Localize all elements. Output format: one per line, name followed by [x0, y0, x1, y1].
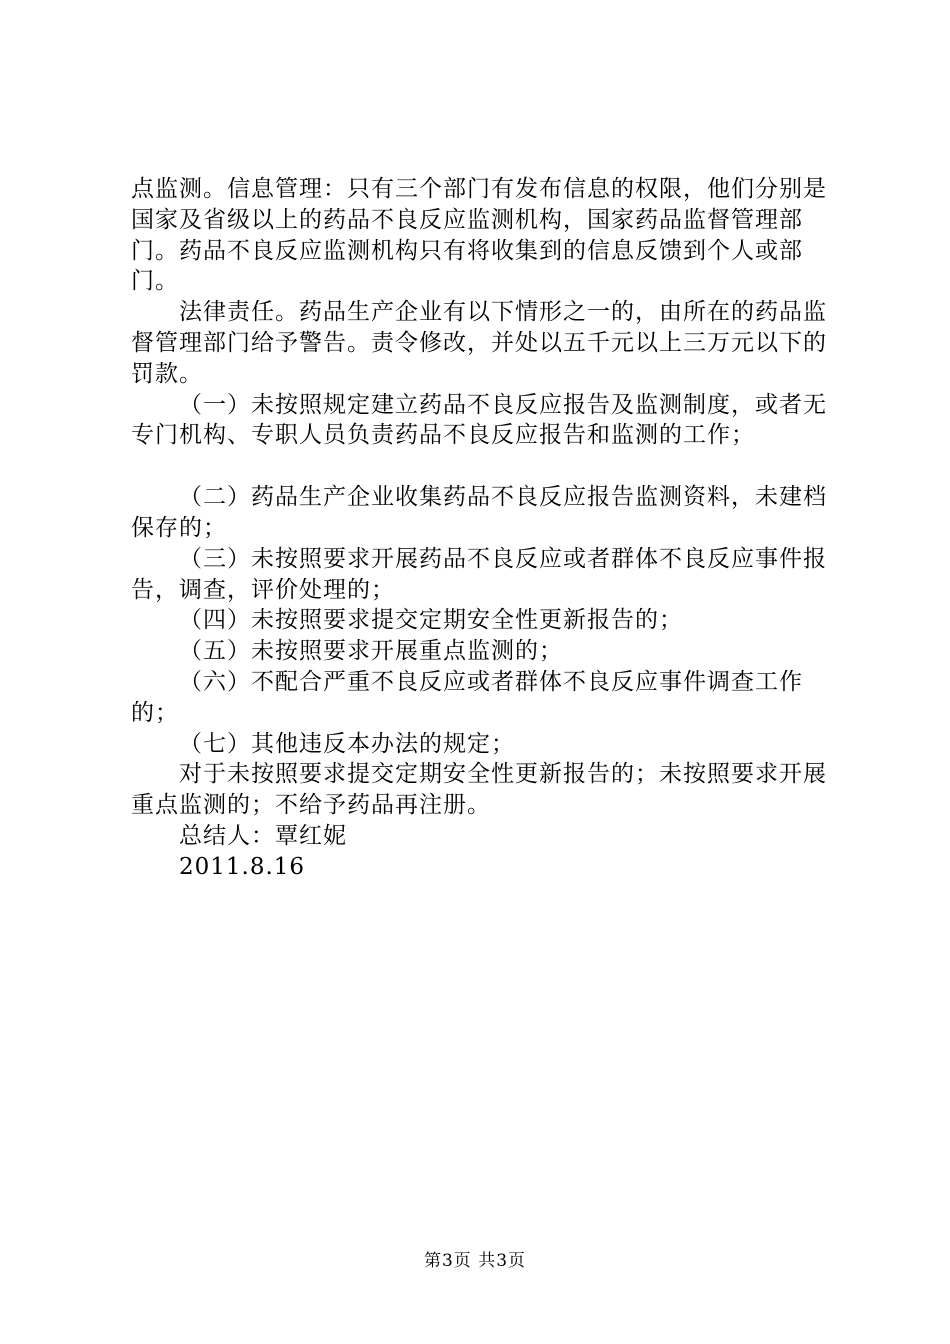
- author-line: 总结人：覃红妮: [179, 822, 347, 849]
- paragraph-item-1: （一）未按照规定建立药品不良反应报告及监测制度，或者无专门机构、专职人员负责药品不良反应报告和监测的工作；: [131, 391, 827, 449]
- paragraph-item-4: （四）未按照要求提交定期安全性更新报告的；: [179, 607, 683, 634]
- date-line: 2011.8.16: [179, 853, 306, 880]
- paragraph-re-registration: 对于未按照要求提交定期安全性更新报告的；未按照要求开展重点监测的；不给予药品再注册。: [131, 761, 827, 819]
- paragraph-info-management: 点监测。信息管理：只有三个部门有发布信息的权限，他们分别是国家及省级以上的药品不良反应监测机构，国家药品监督管理部门。药品不良反应监测机构只有将收集到的信息反馈到个人或部门。: [131, 176, 827, 295]
- blank-line: [131, 451, 843, 482]
- paragraph-item-5: （五）未按照要求开展重点监测的；: [179, 638, 563, 665]
- paragraph-item-6: （六）不配合严重不良反应或者群体不良反应事件调查工作的；: [131, 668, 803, 726]
- paragraph-item-3: （三）未按照要求开展药品不良反应或者群体不良反应事件报告，调查，评价处理的；: [131, 545, 827, 603]
- page-number-footer: 第3页 共3页: [423, 1251, 527, 1271]
- paragraph-item-7: （七）其他违反本办法的规定；: [179, 730, 515, 757]
- paragraph-legal-liability: 法律责任。药品生产企业有以下情形之一的，由所在的药品监督管理部门给予警告。责令修改，并处以五千元以上三万元以下的罚款。: [131, 299, 827, 387]
- paragraph-item-2: （二）药品生产企业收集药品不良反应报告监测资料，未建档保存的；: [131, 484, 827, 541]
- document-body: [131, 174, 843, 883]
